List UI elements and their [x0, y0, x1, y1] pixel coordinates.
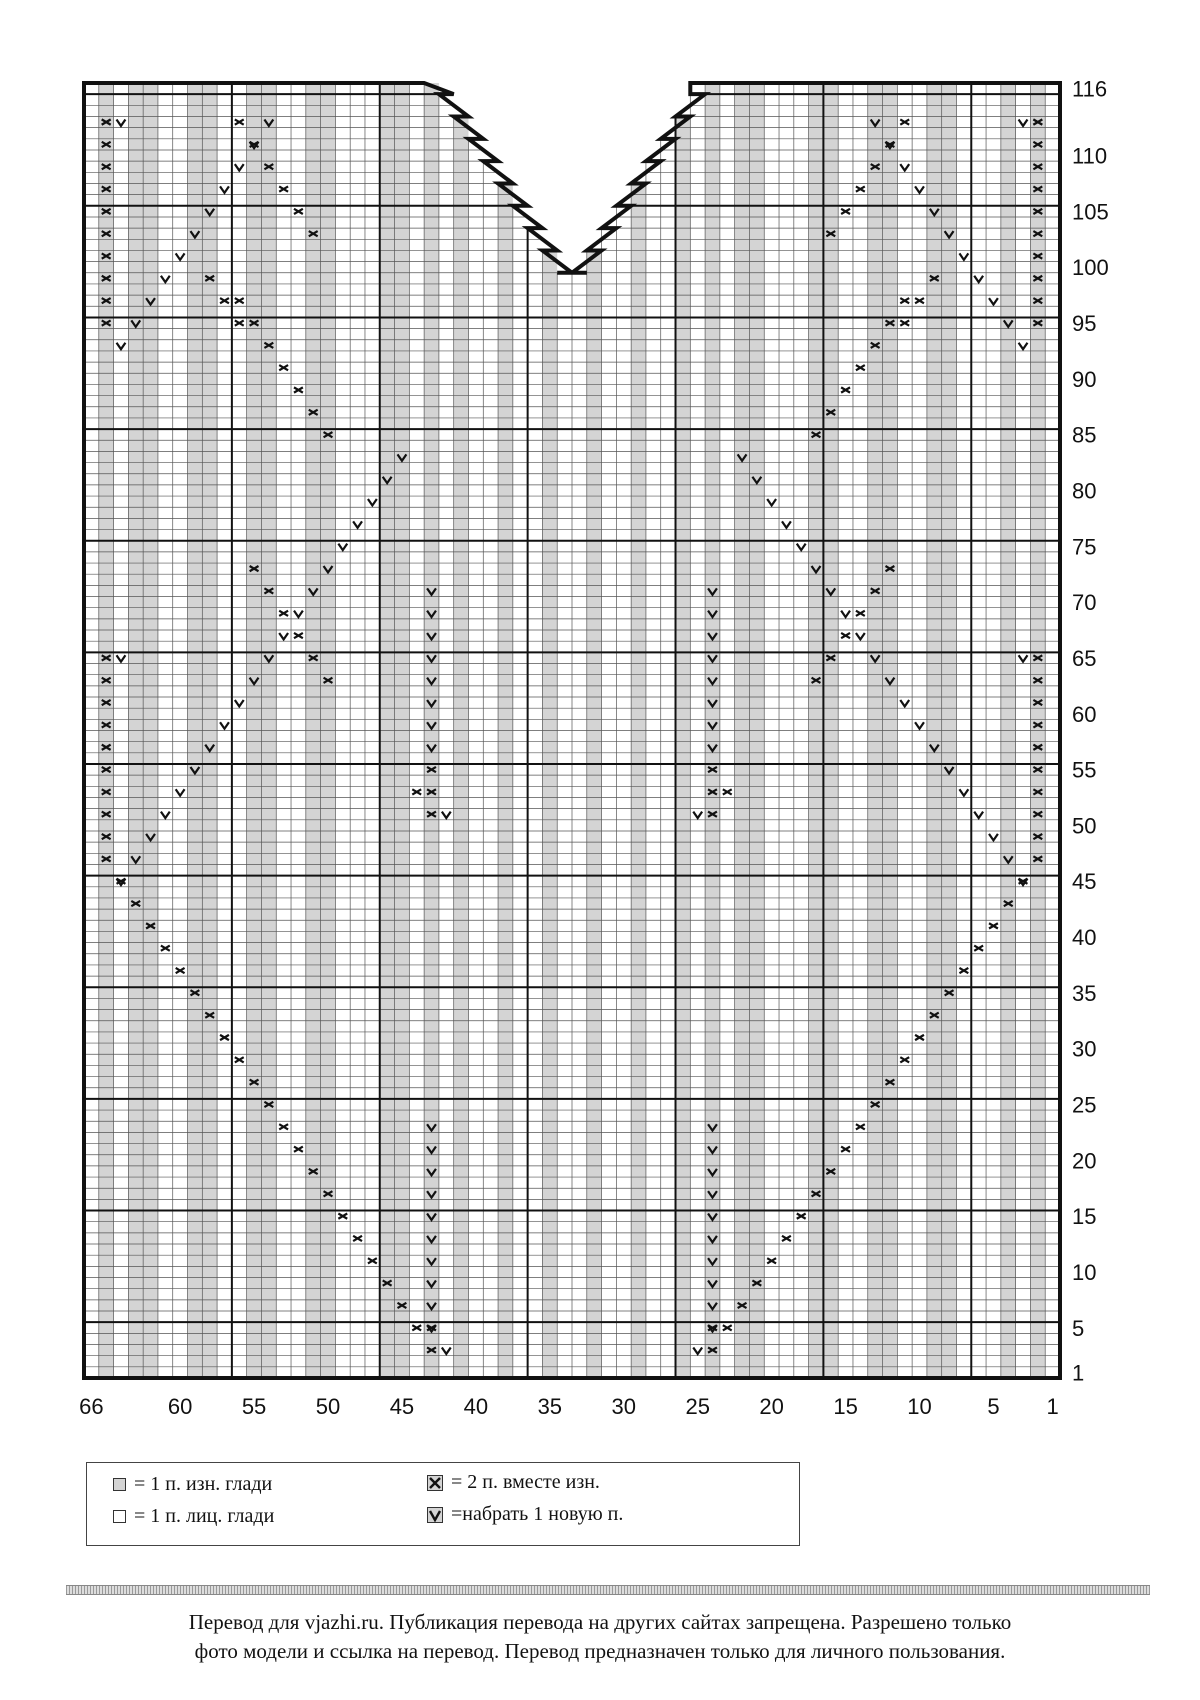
decrease-mark [900, 119, 909, 124]
column-label-25: 25 [685, 1394, 710, 1419]
column-label-35: 35 [537, 1394, 563, 1419]
increase-mark [693, 1347, 702, 1353]
row-label-65: 65 [1072, 645, 1097, 671]
decrease-mark [279, 365, 288, 370]
row-label-50: 50 [1072, 813, 1097, 839]
decrease-mark [294, 633, 303, 638]
decrease-mark [723, 1325, 732, 1330]
legend-increase [427, 1503, 623, 1526]
increase-mark [338, 544, 347, 550]
footer-divider [66, 1585, 1150, 1595]
decrease-mark [412, 789, 421, 794]
purl-column [631, 183, 646, 1378]
increase-mark [117, 655, 126, 661]
decrease-mark [294, 387, 303, 392]
increase-mark [161, 812, 170, 818]
increase-mark [442, 812, 451, 818]
decrease-mark [294, 209, 303, 214]
decrease-mark [338, 1214, 347, 1219]
row-label-90: 90 [1072, 366, 1097, 392]
column-label-20: 20 [759, 1394, 784, 1419]
increase-mark [989, 298, 998, 304]
increase-mark [220, 186, 229, 192]
decrease-mark [915, 298, 924, 303]
column-label-45: 45 [389, 1394, 415, 1419]
decrease-mark [220, 298, 229, 303]
decrease-mark [279, 1124, 288, 1129]
row-label-75: 75 [1072, 534, 1097, 560]
decrease-mark [279, 186, 288, 191]
decrease-mark [176, 968, 185, 973]
decrease-mark [235, 1057, 244, 1062]
column-label-60: 60 [167, 1394, 193, 1419]
purl-column [542, 250, 557, 1378]
column-label-30: 30 [611, 1394, 636, 1419]
decrease-mark [841, 1147, 850, 1152]
decrease-mark [856, 1124, 865, 1129]
footer-note [60, 1608, 1140, 1666]
increase-mark [294, 611, 303, 617]
row-label-15: 15 [1072, 1204, 1097, 1230]
row-label-100: 100 [1072, 255, 1109, 281]
decrease-mark [767, 1258, 776, 1263]
decrease-mark [841, 209, 850, 214]
increase-mark [368, 499, 377, 505]
row-label-1: 1 [1072, 1360, 1085, 1386]
row-label-40: 40 [1072, 925, 1097, 951]
column-number-labels [79, 1394, 1059, 1419]
row-label-110: 110 [1072, 143, 1108, 169]
increase-mark [693, 812, 702, 818]
decrease-mark [974, 946, 983, 951]
decrease-mark [856, 611, 865, 616]
footer-line-1: Перевод для vjazhi.ru. Публикация перевода на других сайтах запрещена. Разрешено только [188, 1610, 1012, 1634]
increase-mark [1019, 343, 1028, 349]
increase-mark [841, 611, 850, 617]
column-label-66: 66 [79, 1394, 104, 1419]
decrease-mark [161, 946, 170, 951]
decrease-mark [723, 789, 732, 794]
row-label-25: 25 [1072, 1092, 1097, 1118]
row-label-116: 116 [1072, 76, 1108, 102]
column-label-10: 10 [907, 1394, 932, 1419]
decrease-mark [856, 365, 865, 370]
increase-mark [220, 722, 229, 728]
chart-grid-thin [84, 83, 1060, 1378]
purl-column [587, 250, 602, 1378]
increase-mark [767, 499, 776, 505]
legend-purl [113, 1473, 272, 1496]
decrease-mark [841, 387, 850, 392]
decrease-mark [368, 1258, 377, 1263]
row-label-60: 60 [1072, 701, 1097, 727]
increase-mark [442, 1347, 451, 1353]
purl-swatch-icon [113, 1478, 126, 1491]
decrease-mark [235, 119, 244, 124]
increase-mark [974, 812, 983, 818]
increase-mark [279, 633, 288, 639]
knit-swatch-icon [113, 1510, 126, 1523]
increase-mark [1019, 655, 1028, 661]
increase-mark [782, 521, 791, 527]
decrease-mark [959, 968, 968, 973]
decrease-mark [782, 1236, 791, 1241]
footer-line-2: фото модели и ссылка на перевод. Перевод предназначен только для личного пользования. [194, 1639, 1006, 1663]
decrease-mark [915, 1035, 924, 1040]
increase-mark [235, 700, 244, 706]
increase-mark [117, 343, 126, 349]
decrease-mark [279, 611, 288, 616]
legend [86, 1462, 800, 1546]
purl-column [498, 183, 513, 1378]
increase-mark [161, 276, 170, 282]
row-label-5: 5 [1072, 1315, 1085, 1341]
decrease-mark [412, 1325, 421, 1330]
column-label-50: 50 [315, 1394, 341, 1419]
increase-mark [856, 633, 865, 639]
legend-increase-label: =набрать 1 новую п. [451, 1503, 624, 1525]
decrease-mark [856, 186, 865, 191]
increase-mark [989, 834, 998, 840]
increase-mark [1019, 119, 1028, 125]
increase-mark [915, 722, 924, 728]
legend-knit [113, 1505, 274, 1528]
increase-v-icon [427, 1507, 443, 1523]
row-label-35: 35 [1072, 980, 1097, 1006]
row-label-55: 55 [1072, 757, 1097, 783]
row-label-95: 95 [1072, 311, 1097, 337]
legend-decrease-label: = 2 п. вместе изн. [451, 1471, 600, 1493]
decrease-mark [220, 1035, 229, 1040]
decrease-mark [797, 1214, 806, 1219]
increase-mark [900, 164, 909, 170]
decrease-mark [294, 1147, 303, 1152]
decrease-mark [841, 633, 850, 638]
increase-mark [176, 789, 185, 795]
decrease-mark [900, 298, 909, 303]
row-label-10: 10 [1072, 1259, 1097, 1285]
increase-mark [797, 544, 806, 550]
legend-purl-label: = 1 п. изн. глади [134, 1473, 273, 1495]
decrease-mark [353, 1236, 362, 1241]
increase-mark [974, 276, 983, 282]
decrease-mark [900, 1057, 909, 1062]
column-label-40: 40 [463, 1394, 489, 1419]
column-label-55: 55 [241, 1394, 267, 1419]
thin-grid-lines [84, 83, 1060, 1378]
decrease-mark [900, 320, 909, 325]
decrease-mark [989, 923, 998, 928]
column-label-15: 15 [833, 1394, 858, 1419]
increase-mark [235, 164, 244, 170]
increase-mark [959, 253, 968, 259]
purl-column [676, 116, 691, 1378]
decrease-mark [235, 320, 244, 325]
legend-knit-label: = 1 п. лиц. глади [134, 1505, 275, 1527]
row-label-70: 70 [1072, 590, 1097, 616]
row-number-labels [1072, 77, 1109, 1386]
increase-mark [959, 789, 968, 795]
purl-column [454, 116, 469, 1378]
increase-mark [353, 521, 362, 527]
increase-mark [915, 186, 924, 192]
row-label-45: 45 [1072, 869, 1097, 895]
column-label-1: 1 [1046, 1394, 1059, 1419]
row-label-20: 20 [1072, 1148, 1097, 1174]
row-label-80: 80 [1072, 478, 1097, 504]
column-label-5: 5 [987, 1394, 1000, 1419]
increase-mark [176, 253, 185, 259]
decrease-x-icon [427, 1475, 443, 1491]
increase-mark [900, 700, 909, 706]
legend-decrease [427, 1471, 600, 1494]
row-label-85: 85 [1072, 422, 1097, 448]
increase-mark [117, 119, 126, 125]
row-label-30: 30 [1072, 1036, 1097, 1062]
row-label-105: 105 [1072, 199, 1109, 225]
decrease-mark [235, 298, 244, 303]
